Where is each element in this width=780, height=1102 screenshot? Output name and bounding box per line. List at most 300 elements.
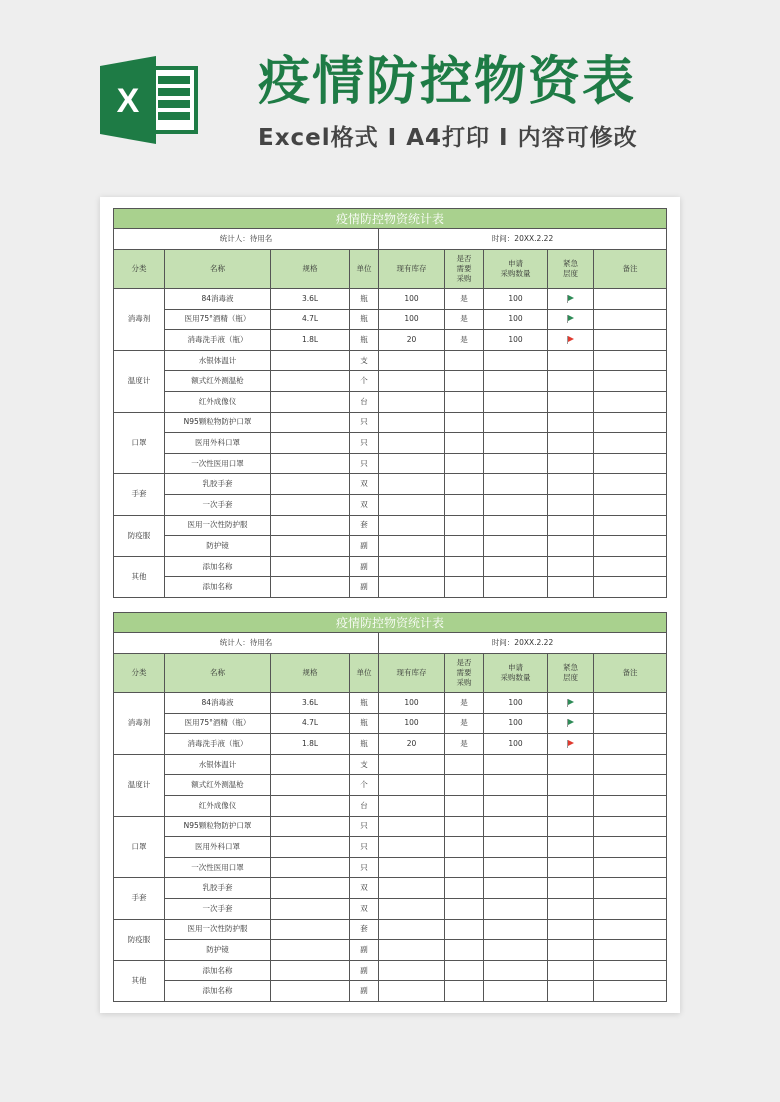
column-header: 名称	[165, 654, 271, 693]
remark-cell[interactable]	[594, 474, 667, 495]
spec-cell[interactable]: 3.6L	[271, 289, 350, 310]
name-cell[interactable]: 红外成像仪	[165, 391, 271, 412]
page-subtitle: Excel格式 I A4打印 I 内容可修改	[258, 125, 638, 151]
stock-cell[interactable]	[379, 433, 445, 454]
remark-cell[interactable]	[594, 960, 667, 981]
spec-cell[interactable]	[271, 536, 350, 557]
qty-cell[interactable]	[484, 857, 548, 878]
table-row	[114, 289, 667, 310]
table-row	[114, 713, 667, 734]
table-row	[114, 775, 667, 796]
table-row	[114, 981, 667, 1002]
spec-cell[interactable]	[271, 837, 350, 858]
need-cell[interactable]: 是	[445, 289, 484, 310]
unit-cell[interactable]: 瓶	[350, 330, 379, 351]
spec-cell[interactable]	[271, 515, 350, 536]
unit-cell[interactable]: 副	[350, 536, 379, 557]
remark-cell[interactable]	[594, 556, 667, 577]
unit-cell[interactable]: 只	[350, 857, 379, 878]
qty-cell[interactable]	[484, 350, 548, 371]
column-header: 名称	[165, 250, 271, 289]
remark-cell[interactable]	[594, 391, 667, 412]
remark-cell[interactable]	[594, 940, 667, 961]
qty-cell[interactable]	[484, 391, 548, 412]
qty-cell[interactable]: 100	[484, 693, 548, 714]
urgency-cell[interactable]	[548, 919, 594, 940]
remark-cell[interactable]	[594, 754, 667, 775]
qty-cell[interactable]: 100	[484, 289, 548, 310]
unit-cell[interactable]: 套	[350, 515, 379, 536]
category-cell[interactable]: 消毒剂	[114, 693, 165, 755]
unit-cell[interactable]: 台	[350, 391, 379, 412]
column-header: 分类	[114, 654, 165, 693]
remark-cell[interactable]	[594, 371, 667, 392]
name-cell[interactable]: 防护镜	[165, 940, 271, 961]
spec-cell[interactable]	[271, 857, 350, 878]
spec-cell[interactable]	[271, 898, 350, 919]
column-header: 现有库存	[379, 250, 445, 289]
name-cell[interactable]: 水银体温计	[165, 350, 271, 371]
stock-cell[interactable]	[379, 816, 445, 837]
urgency-cell[interactable]	[548, 816, 594, 837]
name-cell[interactable]: 一次性医用口罩	[165, 857, 271, 878]
unit-cell[interactable]: 只	[350, 412, 379, 433]
flag-icon	[568, 295, 574, 301]
category-cell[interactable]: 手套	[114, 474, 165, 515]
unit-cell[interactable]: 双	[350, 474, 379, 495]
need-cell[interactable]	[445, 878, 484, 899]
urgency-cell[interactable]	[548, 556, 594, 577]
table-title: 疫情防控物资统计表	[114, 209, 667, 229]
spec-cell[interactable]	[271, 433, 350, 454]
unit-cell[interactable]: 个	[350, 371, 379, 392]
table-row	[114, 878, 667, 899]
need-cell[interactable]: 是	[445, 693, 484, 714]
remark-cell[interactable]	[594, 515, 667, 536]
stock-cell[interactable]	[379, 919, 445, 940]
unit-cell[interactable]: 瓶	[350, 289, 379, 310]
name-cell[interactable]: 消毒洗手液（瓶）	[165, 734, 271, 755]
remark-cell[interactable]	[594, 412, 667, 433]
qty-cell[interactable]	[484, 837, 548, 858]
unit-cell[interactable]: 只	[350, 816, 379, 837]
spec-cell[interactable]	[271, 391, 350, 412]
qty-cell[interactable]	[484, 556, 548, 577]
remark-cell[interactable]	[594, 713, 667, 734]
qty-cell[interactable]: 100	[484, 330, 548, 351]
urgency-cell[interactable]	[548, 289, 594, 310]
unit-cell[interactable]: 双	[350, 898, 379, 919]
need-cell[interactable]: 是	[445, 734, 484, 755]
urgency-cell[interactable]	[548, 350, 594, 371]
stock-cell[interactable]	[379, 494, 445, 515]
stock-cell[interactable]	[379, 857, 445, 878]
name-cell[interactable]: 一次手套	[165, 494, 271, 515]
need-cell[interactable]	[445, 433, 484, 454]
column-header: 备注	[594, 250, 667, 289]
remark-cell[interactable]	[594, 309, 667, 330]
remark-cell[interactable]	[594, 494, 667, 515]
urgency-cell[interactable]	[548, 371, 594, 392]
column-header: 规格	[271, 250, 350, 289]
spec-cell[interactable]	[271, 453, 350, 474]
need-cell[interactable]	[445, 494, 484, 515]
spec-cell[interactable]	[271, 940, 350, 961]
qty-cell[interactable]	[484, 898, 548, 919]
stock-cell[interactable]	[379, 981, 445, 1002]
unit-cell[interactable]: 副	[350, 556, 379, 577]
column-header: 紧急 层度	[548, 250, 594, 289]
category-cell[interactable]: 防疫服	[114, 515, 165, 556]
need-cell[interactable]	[445, 919, 484, 940]
flag-icon	[568, 719, 574, 725]
qty-cell[interactable]	[484, 754, 548, 775]
spec-cell[interactable]	[271, 474, 350, 495]
column-header: 申请 采购数量	[484, 654, 548, 693]
name-cell[interactable]: 乳胶手套	[165, 474, 271, 495]
spec-cell[interactable]: 1.8L	[271, 330, 350, 351]
qty-cell[interactable]	[484, 515, 548, 536]
stock-cell[interactable]	[379, 371, 445, 392]
column-header: 申请 采购数量	[484, 250, 548, 289]
stock-cell[interactable]	[379, 536, 445, 557]
urgency-cell[interactable]	[548, 837, 594, 858]
qty-cell[interactable]	[484, 775, 548, 796]
remark-cell[interactable]	[594, 878, 667, 899]
need-cell[interactable]	[445, 474, 484, 495]
table-row	[114, 330, 667, 351]
name-cell[interactable]: 红外成像仪	[165, 795, 271, 816]
name-cell[interactable]: N95颗粒物防护口罩	[165, 412, 271, 433]
unit-cell[interactable]: 副	[350, 940, 379, 961]
unit-cell[interactable]: 个	[350, 775, 379, 796]
urgency-cell[interactable]	[548, 898, 594, 919]
qty-cell[interactable]	[484, 453, 548, 474]
qty-cell[interactable]	[484, 433, 548, 454]
urgency-cell[interactable]	[548, 754, 594, 775]
urgency-cell[interactable]	[548, 474, 594, 495]
category-cell[interactable]: 其他	[114, 960, 165, 1001]
remark-cell[interactable]	[594, 433, 667, 454]
unit-cell[interactable]: 副	[350, 577, 379, 598]
time-cell[interactable]: 时间：20XX.2.22	[379, 229, 667, 250]
unit-cell[interactable]: 双	[350, 494, 379, 515]
spec-cell[interactable]	[271, 494, 350, 515]
name-cell[interactable]: 消毒洗手液（瓶）	[165, 330, 271, 351]
name-cell[interactable]: 添加名称	[165, 577, 271, 598]
stock-cell[interactable]	[379, 837, 445, 858]
table-title: 疫情防控物资统计表	[114, 613, 667, 633]
qty-cell[interactable]	[484, 919, 548, 940]
urgency-cell[interactable]	[548, 940, 594, 961]
need-cell[interactable]	[445, 837, 484, 858]
need-cell[interactable]: 是	[445, 330, 484, 351]
remark-cell[interactable]	[594, 795, 667, 816]
stock-cell[interactable]	[379, 898, 445, 919]
spec-cell[interactable]	[271, 412, 350, 433]
stock-cell[interactable]	[379, 474, 445, 495]
qty-cell[interactable]	[484, 474, 548, 495]
unit-cell[interactable]: 支	[350, 754, 379, 775]
qty-cell[interactable]	[484, 981, 548, 1002]
urgency-cell[interactable]	[548, 775, 594, 796]
name-cell[interactable]: 添加名称	[165, 981, 271, 1002]
category-cell[interactable]: 口罩	[114, 412, 165, 474]
qty-cell[interactable]	[484, 412, 548, 433]
category-cell[interactable]: 其他	[114, 556, 165, 597]
qty-cell[interactable]	[484, 371, 548, 392]
qty-cell[interactable]	[484, 536, 548, 557]
time-cell[interactable]: 时间：20XX.2.22	[379, 633, 667, 654]
unit-cell[interactable]: 只	[350, 453, 379, 474]
stock-cell[interactable]	[379, 754, 445, 775]
name-cell[interactable]: 医用一次性防护服	[165, 919, 271, 940]
column-header: 规格	[271, 654, 350, 693]
spec-cell[interactable]: 4.7L	[271, 309, 350, 330]
stock-cell[interactable]: 100	[379, 693, 445, 714]
need-cell[interactable]	[445, 775, 484, 796]
need-cell[interactable]	[445, 898, 484, 919]
name-cell[interactable]: 医用外科口罩	[165, 837, 271, 858]
table-row	[114, 453, 667, 474]
unit-cell[interactable]: 瓶	[350, 309, 379, 330]
column-header: 现有库存	[379, 654, 445, 693]
qty-cell[interactable]: 100	[484, 734, 548, 755]
spec-cell[interactable]	[271, 960, 350, 981]
table-row	[114, 857, 667, 878]
remark-cell[interactable]	[594, 289, 667, 310]
remark-cell[interactable]	[594, 816, 667, 837]
stock-cell[interactable]: 20	[379, 734, 445, 755]
need-cell[interactable]	[445, 981, 484, 1002]
flag-icon	[568, 336, 574, 342]
urgency-cell[interactable]	[548, 981, 594, 1002]
category-cell[interactable]: 手套	[114, 878, 165, 919]
name-cell[interactable]: 水银体温计	[165, 754, 271, 775]
urgency-cell[interactable]	[548, 878, 594, 899]
stock-cell[interactable]	[379, 940, 445, 961]
stock-cell[interactable]	[379, 391, 445, 412]
remark-cell[interactable]	[594, 919, 667, 940]
stock-cell[interactable]	[379, 350, 445, 371]
spec-cell[interactable]	[271, 775, 350, 796]
table-row	[114, 412, 667, 433]
remark-cell[interactable]	[594, 577, 667, 598]
spec-cell[interactable]	[271, 350, 350, 371]
urgency-cell[interactable]	[548, 713, 594, 734]
unit-cell[interactable]: 只	[350, 837, 379, 858]
need-cell[interactable]	[445, 577, 484, 598]
name-cell[interactable]: 一次性医用口罩	[165, 453, 271, 474]
urgency-cell[interactable]	[548, 795, 594, 816]
spec-cell[interactable]	[271, 556, 350, 577]
qty-cell[interactable]	[484, 960, 548, 981]
remark-cell[interactable]	[594, 775, 667, 796]
qty-cell[interactable]	[484, 795, 548, 816]
spec-cell[interactable]	[271, 577, 350, 598]
spec-cell[interactable]: 3.6L	[271, 693, 350, 714]
category-cell[interactable]: 消毒剂	[114, 289, 165, 351]
unit-cell[interactable]: 套	[350, 919, 379, 940]
stock-cell[interactable]: 100	[379, 713, 445, 734]
urgency-cell[interactable]	[548, 412, 594, 433]
spec-cell[interactable]	[271, 878, 350, 899]
need-cell[interactable]	[445, 412, 484, 433]
unit-cell[interactable]: 只	[350, 433, 379, 454]
qty-cell[interactable]: 100	[484, 309, 548, 330]
name-cell[interactable]: 84消毒液	[165, 693, 271, 714]
stock-cell[interactable]	[379, 412, 445, 433]
remark-cell[interactable]	[594, 536, 667, 557]
need-cell[interactable]	[445, 857, 484, 878]
urgency-cell[interactable]	[548, 734, 594, 755]
unit-cell[interactable]: 支	[350, 350, 379, 371]
stock-cell[interactable]	[379, 775, 445, 796]
need-cell[interactable]	[445, 515, 484, 536]
spec-cell[interactable]	[271, 816, 350, 837]
spec-cell[interactable]: 1.8L	[271, 734, 350, 755]
remark-cell[interactable]	[594, 693, 667, 714]
need-cell[interactable]: 是	[445, 309, 484, 330]
remark-cell[interactable]	[594, 453, 667, 474]
need-cell[interactable]	[445, 536, 484, 557]
name-cell[interactable]: 额式红外测温枪	[165, 775, 271, 796]
table-row	[114, 919, 667, 940]
urgency-cell[interactable]	[548, 433, 594, 454]
stock-cell[interactable]	[379, 795, 445, 816]
remark-cell[interactable]	[594, 734, 667, 755]
remark-cell[interactable]	[594, 981, 667, 1002]
urgency-cell[interactable]	[548, 577, 594, 598]
column-header: 备注	[594, 654, 667, 693]
need-cell[interactable]	[445, 391, 484, 412]
unit-cell[interactable]: 瓶	[350, 713, 379, 734]
unit-cell[interactable]: 瓶	[350, 693, 379, 714]
urgency-cell[interactable]	[548, 693, 594, 714]
category-cell[interactable]: 温度计	[114, 350, 165, 412]
table-row	[114, 734, 667, 755]
stock-cell[interactable]: 100	[379, 309, 445, 330]
unit-cell[interactable]: 台	[350, 795, 379, 816]
counter-cell[interactable]: 统计人：待用名	[114, 633, 379, 654]
urgency-cell[interactable]	[548, 536, 594, 557]
name-cell[interactable]: 添加名称	[165, 960, 271, 981]
table-row	[114, 837, 667, 858]
urgency-cell[interactable]	[548, 330, 594, 351]
category-cell[interactable]: 防疫服	[114, 919, 165, 960]
stock-cell[interactable]: 100	[379, 289, 445, 310]
name-cell[interactable]: 额式红外测温枪	[165, 371, 271, 392]
name-cell[interactable]: 84消毒液	[165, 289, 271, 310]
name-cell[interactable]: 防护镜	[165, 536, 271, 557]
category-cell[interactable]: 温度计	[114, 754, 165, 816]
need-cell[interactable]	[445, 371, 484, 392]
urgency-cell[interactable]	[548, 960, 594, 981]
urgency-cell[interactable]	[548, 494, 594, 515]
urgency-cell[interactable]	[548, 857, 594, 878]
remark-cell[interactable]	[594, 837, 667, 858]
svg-text:X: X	[116, 82, 140, 120]
spec-cell[interactable]	[271, 919, 350, 940]
counter-cell[interactable]: 统计人：待用名	[114, 229, 379, 250]
name-cell[interactable]: 医用外科口罩	[165, 433, 271, 454]
flag-icon	[568, 699, 574, 705]
spec-cell[interactable]	[271, 981, 350, 1002]
need-cell[interactable]	[445, 795, 484, 816]
need-cell[interactable]	[445, 940, 484, 961]
table-row	[114, 960, 667, 981]
need-cell[interactable]	[445, 754, 484, 775]
stock-cell[interactable]: 20	[379, 330, 445, 351]
remark-cell[interactable]	[594, 898, 667, 919]
urgency-cell[interactable]	[548, 515, 594, 536]
qty-cell[interactable]	[484, 816, 548, 837]
column-header: 是否 需要 采购	[445, 250, 484, 289]
stock-cell[interactable]	[379, 556, 445, 577]
name-cell[interactable]: 添加名称	[165, 556, 271, 577]
need-cell[interactable]	[445, 453, 484, 474]
name-cell[interactable]: 一次手套	[165, 898, 271, 919]
name-cell[interactable]: 乳胶手套	[165, 878, 271, 899]
unit-cell[interactable]: 副	[350, 981, 379, 1002]
qty-cell[interactable]: 100	[484, 713, 548, 734]
stock-cell[interactable]	[379, 453, 445, 474]
need-cell[interactable]	[445, 350, 484, 371]
table-row	[114, 391, 667, 412]
qty-cell[interactable]	[484, 577, 548, 598]
spec-cell[interactable]	[271, 754, 350, 775]
qty-cell[interactable]	[484, 940, 548, 961]
name-cell[interactable]: 医用75°酒精（瓶）	[165, 309, 271, 330]
stock-cell[interactable]	[379, 577, 445, 598]
name-cell[interactable]: 医用75°酒精（瓶）	[165, 713, 271, 734]
column-header: 紧急 层度	[548, 654, 594, 693]
table-row	[114, 515, 667, 536]
remark-cell[interactable]	[594, 350, 667, 371]
name-cell[interactable]: N95颗粒物防护口罩	[165, 816, 271, 837]
urgency-cell[interactable]	[548, 391, 594, 412]
table-row	[114, 371, 667, 392]
need-cell[interactable]	[445, 816, 484, 837]
unit-cell[interactable]: 瓶	[350, 734, 379, 755]
remark-cell[interactable]	[594, 330, 667, 351]
column-header: 单位	[350, 654, 379, 693]
spec-cell[interactable]	[271, 795, 350, 816]
urgency-cell[interactable]	[548, 309, 594, 330]
spec-cell[interactable]	[271, 371, 350, 392]
qty-cell[interactable]	[484, 494, 548, 515]
stock-cell[interactable]	[379, 515, 445, 536]
urgency-cell[interactable]	[548, 453, 594, 474]
remark-cell[interactable]	[594, 857, 667, 878]
table-row	[114, 577, 667, 598]
table-row	[114, 795, 667, 816]
spec-cell[interactable]: 4.7L	[271, 713, 350, 734]
category-cell[interactable]: 口罩	[114, 816, 165, 878]
need-cell[interactable]	[445, 960, 484, 981]
qty-cell[interactable]	[484, 878, 548, 899]
need-cell[interactable]: 是	[445, 713, 484, 734]
unit-cell[interactable]: 副	[350, 960, 379, 981]
name-cell[interactable]: 医用一次性防护服	[165, 515, 271, 536]
table-row	[114, 940, 667, 961]
unit-cell[interactable]: 双	[350, 878, 379, 899]
stock-cell[interactable]	[379, 878, 445, 899]
flag-icon	[568, 740, 574, 746]
need-cell[interactable]	[445, 556, 484, 577]
stock-cell[interactable]	[379, 960, 445, 981]
excel-logo-icon	[100, 56, 200, 144]
